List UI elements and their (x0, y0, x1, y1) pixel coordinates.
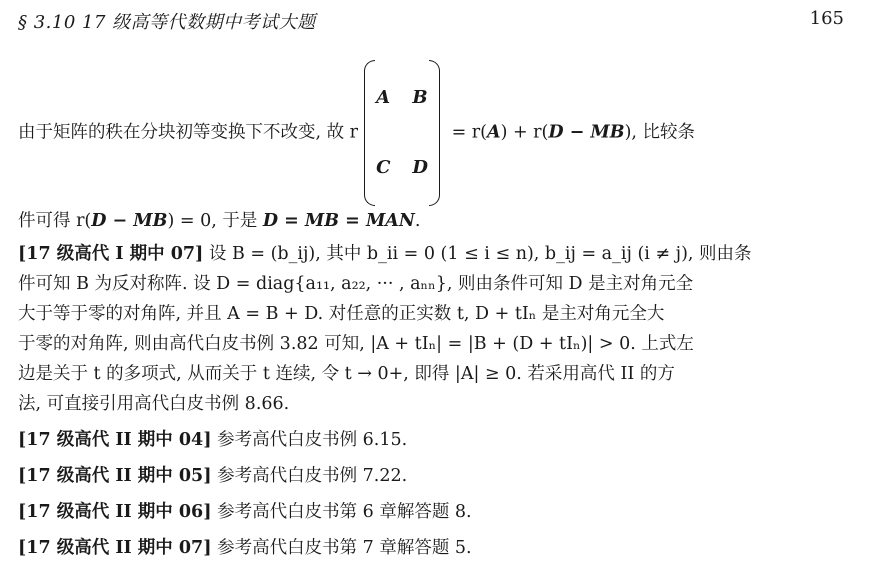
p1-text-d: ) + r( (500, 122, 549, 143)
p1-text-a: 由于矩阵的秩在分块初等变换下不改变, 故 r (18, 122, 359, 143)
p2-l3: 大于等于零的对角阵, 并且 A = B + D. 对任意的正实数 t, D + tIₙ 是主对角元全大 (18, 304, 665, 324)
matrix-a: A (376, 87, 391, 108)
item-05 (18, 461, 844, 491)
item-tag: [17 级高代 II 期中 06] (18, 502, 212, 522)
item-07 (18, 533, 844, 563)
p2-l2: 件可知 B 为反对称阵. 设 D = diag{a₁₁, a₂₂, ··· , aₙₙ}, 则由条件可知 D 是主对角元全 (18, 274, 694, 294)
p1-text-f: ), 比较条 (624, 122, 696, 143)
p1-l2-e: . (414, 211, 421, 231)
item-text: 参考高代白皮书第 6 章解答题 8. (211, 502, 472, 522)
p1-line1 (18, 60, 844, 206)
p2-line6 (18, 389, 844, 419)
p2-line2 (18, 269, 844, 299)
p1-text-e: D − MB (548, 122, 625, 143)
p2-l4: 于零的对角阵, 则由高代白皮书例 3.82 可知, |A + tIₙ| = |B + (D + tIₙ)| > 0. 上式左 (18, 334, 694, 354)
p1-line2 (18, 206, 844, 236)
matrix-b: B (412, 87, 428, 108)
p1-text-b: = r( (446, 122, 487, 143)
page-header (18, 8, 844, 38)
p1-l2-b: D − MB (91, 211, 168, 231)
p2-tag: [17 级高代 I 期中 07] (18, 244, 204, 264)
p2-l1: 设 B = (b_ij), 其中 b_ii = 0 (1 ≤ i ≤ n), b_ij = a_ij (i ≠ j), 则由条 (203, 244, 752, 264)
item-tag: [17 级高代 II 期中 07] (18, 538, 212, 558)
block-matrix (364, 60, 440, 206)
page-number: 165 (809, 8, 844, 29)
p1-l2-d: D = MB = MAN (262, 211, 415, 231)
section-title: § 3.10 17 级高等代数期中考试大题 (18, 12, 316, 33)
p2-line4 (18, 329, 844, 359)
page-body (18, 60, 844, 563)
p2-line1 (18, 239, 844, 269)
p2-l5: 边是关于 t 的多项式, 从而关于 t 连续, 令 t → 0+, 即得 |A| ≥ 0. 若采用高代 II 的方 (18, 364, 675, 384)
p2-line5 (18, 359, 844, 389)
p1-l2-a: 件可得 r( (18, 211, 92, 231)
matrix-c: C (376, 157, 391, 178)
matrix-d: D (412, 157, 428, 178)
item-04 (18, 425, 844, 455)
item-06 (18, 497, 844, 527)
p1-text-c: A (486, 122, 501, 143)
p2-l6: 法, 可直接引用高代白皮书例 8.66. (18, 394, 290, 414)
item-text: 参考高代白皮书例 6.15. (211, 430, 408, 450)
p2-line3 (18, 299, 844, 329)
item-tag: [17 级高代 II 期中 04] (18, 430, 212, 450)
item-text: 参考高代白皮书第 7 章解答题 5. (211, 538, 472, 558)
item-tag: [17 级高代 II 期中 05] (18, 466, 212, 486)
p1-l2-c: ) = 0, 于是 (167, 211, 263, 231)
item-text: 参考高代白皮书例 7.22. (211, 466, 408, 486)
